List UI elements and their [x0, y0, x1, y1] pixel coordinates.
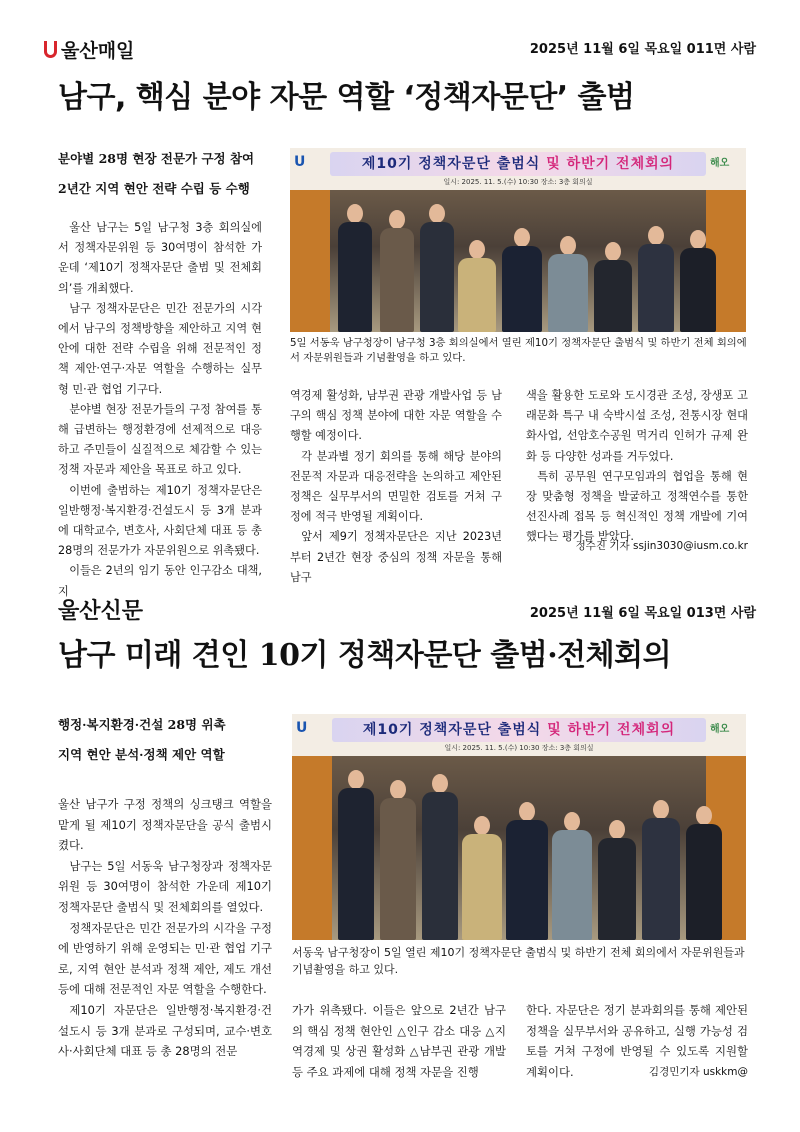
text-column-2	[290, 386, 502, 588]
article-photo	[290, 148, 746, 332]
article-photo	[292, 714, 746, 940]
byline: 정수진 기자 ssjin3030@iusm.co.kr	[575, 540, 748, 552]
slogan-logo-icon: 해오	[710, 158, 730, 169]
paragraph: 앞서 제9기 정책자문단은 지난 2023년부터 2년간 현장 중심의 정책 자문을 통해 남구	[290, 530, 502, 584]
paragraph: 가가 위촉됐다. 이들은 앞으로 2년간 남구의 핵심 정책 현안인 △인구 감소 대응 △지역경제 및 상권 활성화 △남부권 관광 개발 등 주요 과제에 대해 정책 자문을 진행	[292, 1003, 506, 1079]
person-figure	[680, 230, 716, 332]
slogan-logo-icon: 해오	[710, 724, 730, 735]
publication-name: 울산신문	[58, 598, 144, 624]
person-figure	[638, 226, 674, 332]
date-line: 2025년 11월 6일 목요일 011면 사람	[529, 42, 756, 57]
person-figure	[338, 770, 374, 940]
person-figure	[462, 816, 502, 940]
photo-caption: 서동욱 남구청장이 5일 열린 제10기 정책자문단 출범식 및 하반기 전체 회의에서 자문위원들과 기념촬영을 하고 있다.	[292, 946, 745, 976]
photo-banner	[292, 714, 746, 756]
person-figure	[380, 210, 414, 332]
person-figure	[502, 228, 542, 332]
paragraph: 이들은 2년의 임기 동안 인구감소 대책, 지	[58, 564, 262, 598]
person-figure	[598, 820, 636, 940]
banner-info: 일시: 2025. 11. 5.(수) 10:30 장소: 3층 회의실	[444, 744, 594, 752]
subheads	[58, 144, 254, 204]
u-logo-icon	[44, 41, 57, 58]
banner-title-b: 하반기 전체회의	[567, 722, 676, 738]
person-figure	[642, 800, 680, 940]
byline: 김경민기자 uskkm@	[648, 1066, 748, 1078]
banner-title-a: 제10기 정책자문단 출범식	[362, 722, 542, 738]
person-figure	[594, 242, 632, 332]
subhead-2: 2년간 지역 현안 전략 수립 등 수행	[58, 181, 250, 196]
paragraph: 제10기 자문단은 일반행정·복지환경·건설도시 등 3개 분과로 구성되며, 교수·변호사·사회단체 대표 등 총 28명의 전문	[58, 1002, 272, 1059]
person-figure	[422, 774, 458, 940]
subhead-1: 행정·복지환경·건설 28명 위촉	[58, 717, 226, 732]
paragraph: 분야별 현장 전문가들의 구정 참여를 통해 급변하는 행정환경에 선제적으로 대응하고 주민들이 실질적으로 체감할 수 있는 정책 자문과 제안을 목표로 하고 있다.	[58, 402, 262, 477]
paragraph: 남구 정책자문단은 민간 전문가의 시각에서 남구의 정책방향을 제안하고 지역 현안에 대한 전략 수립을 위해 전문적인 정책 제안·연구·자문 역할을 수행하는 실무형 민·관 협업 기구다.	[58, 301, 262, 396]
subhead-1: 분야별 28명 현장 전문가 구정 참여	[58, 151, 255, 166]
photo-caption: 5일 서동욱 남구청장이 남구청 3층 회의실에서 열린 제10기 정책자문단 출범식 및 하반기 전체 회의에서 자문위원들과 기념촬영을 하고 있다.	[290, 337, 747, 364]
group-photo-scene	[290, 190, 746, 332]
date-line: 2025년 11월 6일 목요일 013면 사람	[529, 606, 756, 621]
photo-banner	[290, 148, 746, 190]
paragraph: 정책자문단은 민간 전문가의 시각을 구정에 반영하기 위해 운영되는 민·관 협업 기구로, 지역 현안 분석과 정책 제안, 제도 개선 등에 대해 전문적인 자문 역할을 수행한다.	[58, 920, 272, 997]
headline: 남구, 핵심 분야 자문 역할 ‘정책자문단’ 출범	[58, 80, 635, 115]
district-logo-icon: U	[296, 720, 308, 736]
publication-name: 울산매일	[61, 40, 135, 62]
paragraph: 각 분과별 정기 회의를 통해 해당 분야의 전문적 자문과 대응전략을 논의하고 제안된 정책은 실무부서의 면밀한 검토를 거쳐 구정에 적극 반영될 계획이다.	[290, 449, 502, 524]
paragraph: 울산 남구는 5일 남구청 3층 회의실에서 정책자문위원 등 30여명이 참석한 가운데 ‘제10기 정책자문단 출범 및 전체회의’를 개최했다.	[58, 221, 262, 295]
wall-panel-left	[290, 190, 330, 332]
publication-logo	[44, 36, 134, 63]
person-figure	[552, 812, 592, 940]
person-figure	[380, 780, 416, 940]
text-column-1	[58, 218, 262, 602]
banner-title	[330, 152, 706, 176]
banner-title-b: 하반기 전체회의	[566, 156, 675, 172]
subheads	[58, 710, 226, 770]
wall-panel-left	[292, 756, 332, 940]
banner-title-a: 제10기 정책자문단 출범식	[361, 156, 541, 172]
person-figure	[548, 236, 588, 332]
paragraph: 이번에 출범하는 제10기 정책자문단은 일반행정·복지환경·건설도시 등 3개 분과에 대학교수, 변호사, 사회단체 대표 등 총 28명의 전문가가 자문위원으로 위촉됐다.	[58, 483, 262, 558]
person-figure	[686, 806, 722, 940]
person-figure	[506, 802, 548, 940]
paragraph: 역경제 활성화, 남부권 관광 개발사업 등 남구의 핵심 정책 분야에 대한 자문 역할을 수행할 예정이다.	[290, 389, 502, 443]
paragraph: 남구는 5일 서동욱 남구청장과 정책자문위원 등 30여명이 참석한 가운데 제10기 정책자문단 출범식 및 전체회의를 열었다.	[58, 858, 272, 914]
paragraph: 특히 공무원 연구모임과의 협업을 통해 현장 맞춤형 정책을 발굴하고 정책연수를 통한 선진사례 접목 등 혁신적인 정책 개발에 기여했다는 평가를 받았다.	[526, 469, 748, 544]
headline: 남구 미래 견인 10기 정책자문단 출범·전체회의	[58, 638, 672, 673]
banner-title-and: 및	[546, 156, 561, 172]
person-figure	[338, 204, 372, 332]
paragraph: 울산 남구가 구정 정책의 싱크탱크 역할을 맡게 될 제10기 정책자문단을 공식 출범시켰다.	[58, 797, 272, 853]
person-figure	[458, 240, 496, 332]
banner-title	[332, 718, 706, 742]
text-column-2	[292, 1000, 506, 1082]
group-photo-scene	[292, 756, 746, 940]
banner-title-and: 및	[547, 722, 562, 738]
text-column-3	[526, 386, 748, 548]
text-column-1	[58, 794, 272, 1062]
district-logo-icon: U	[294, 154, 306, 170]
paragraph: 색을 활용한 도로와 도시경관 조성, 장생포 고래문화 특구 내 숙박시설 조성, 전통시장 현대화사업, 선암호수공원 먹거리 인허가 규제 완화 등 다양한 성과를 거두었다.	[526, 389, 748, 463]
person-figure	[420, 204, 454, 332]
banner-info: 일시: 2025. 11. 5.(수) 10:30 장소: 3층 회의실	[443, 178, 593, 186]
subhead-2: 지역 현안 분석·정책 제안 역할	[58, 747, 225, 762]
paragraph: 한다. 자문단은 정기 분과회의를 통해 제안된 정책을 실무부서와 공유하고, 실행 가능성 검토를 거쳐 구정에 반영될 수 있도록 지원할 계획이다.	[526, 1003, 748, 1079]
